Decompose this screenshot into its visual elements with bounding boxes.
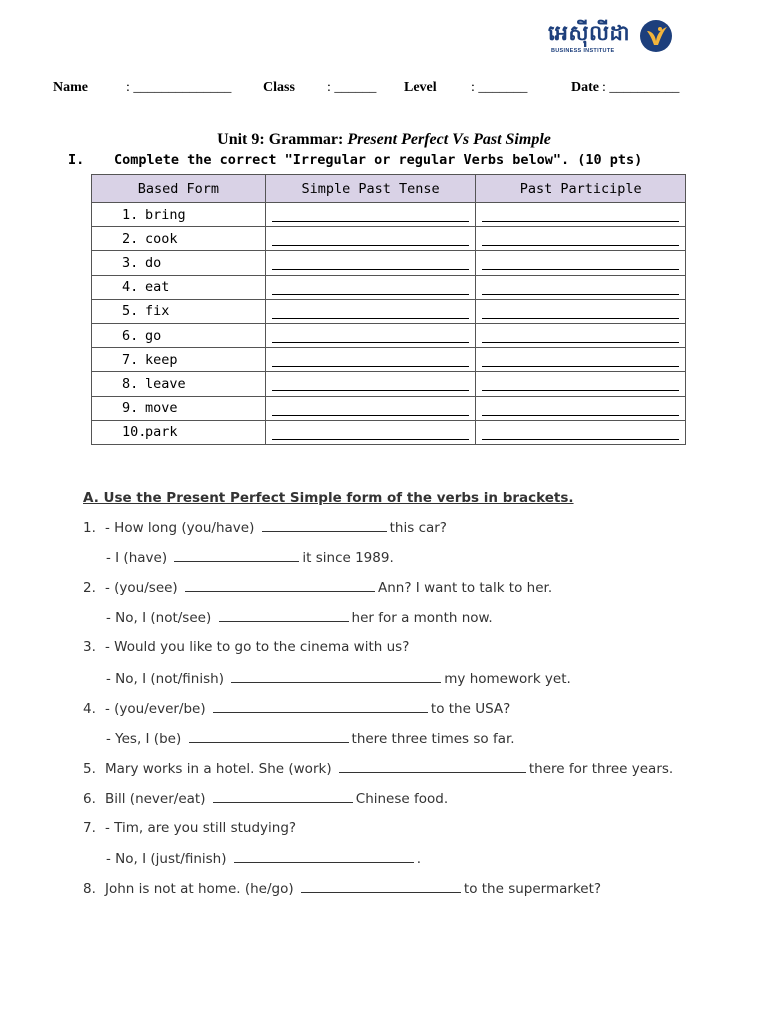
answer-blank[interactable] xyxy=(482,231,679,246)
exercise-line xyxy=(83,639,409,655)
table-row xyxy=(92,203,686,227)
logo-subtitle: BUSINESS INSTITUTE xyxy=(551,48,615,54)
name-blank[interactable]: : ______________ xyxy=(126,80,232,95)
prompt-ending: . xyxy=(416,851,422,867)
item-number: 7. xyxy=(83,820,96,836)
answer-blank[interactable] xyxy=(482,304,679,319)
table-row xyxy=(92,299,686,323)
base-verb: move xyxy=(145,400,178,417)
answer-blank[interactable] xyxy=(482,376,679,391)
row-number: 3. xyxy=(122,254,139,271)
column-header: Past Participle xyxy=(476,175,686,203)
prompt-ending: it since 1989. xyxy=(302,550,394,566)
section-a-heading: A. Use the Present Perfect Simple form of the verbs in brackets. xyxy=(83,490,574,506)
base-form-cell xyxy=(92,203,266,227)
item-number: 2. xyxy=(83,580,96,596)
simple-past-cell[interactable] xyxy=(265,275,476,299)
verb-table xyxy=(91,174,686,445)
base-form-cell xyxy=(92,299,266,323)
exercise-1-instruction: Complete the correct "Irregular or regular Verbs below". (10 pts) xyxy=(114,152,643,168)
past-participle-cell[interactable] xyxy=(476,203,686,227)
item-number: 4. xyxy=(83,701,96,717)
prompt-ending: Ann? I want to talk to her. xyxy=(378,580,553,596)
item-number: 3. xyxy=(83,639,96,655)
prompt-ending: to the USA? xyxy=(430,701,511,717)
past-participle-cell[interactable] xyxy=(476,275,686,299)
table-row xyxy=(92,348,686,372)
answer-blank[interactable] xyxy=(272,231,470,246)
simple-past-cell[interactable] xyxy=(265,420,476,444)
exercise-line xyxy=(83,880,601,897)
past-participle-cell[interactable] xyxy=(476,372,686,396)
base-form-cell xyxy=(92,396,266,420)
past-participle-cell[interactable] xyxy=(476,396,686,420)
base-form-cell xyxy=(92,251,266,275)
table-row xyxy=(92,323,686,347)
base-verb: eat xyxy=(145,279,170,296)
prompt-text: - Would you like to go to the cinema with us? xyxy=(105,639,410,655)
base-form-cell xyxy=(92,372,266,396)
exercise-line xyxy=(83,760,673,777)
exercise-line xyxy=(106,850,421,867)
base-form-cell xyxy=(92,227,266,251)
table-row xyxy=(92,251,686,275)
answer-blank[interactable] xyxy=(272,401,470,416)
level-label: Level xyxy=(404,80,437,95)
table-header-row xyxy=(92,175,686,203)
base-verb: keep xyxy=(145,351,178,368)
answer-blank[interactable] xyxy=(482,328,679,343)
table-row xyxy=(92,227,686,251)
answer-blank[interactable] xyxy=(272,255,470,270)
simple-past-cell[interactable] xyxy=(265,203,476,227)
column-header: Based Form xyxy=(92,175,266,203)
answer-blank[interactable] xyxy=(272,304,470,319)
logo-khmer-text: អេស៊ីលីដា xyxy=(548,21,630,45)
answer-blank[interactable] xyxy=(213,790,353,803)
answer-blank[interactable] xyxy=(272,352,470,367)
prompt-text: - No, I (not/finish) xyxy=(106,671,224,687)
answer-blank[interactable] xyxy=(482,280,679,295)
exercise-line xyxy=(106,730,515,747)
answer-blank[interactable] xyxy=(219,609,349,622)
item-number: 1. xyxy=(83,520,96,536)
prompt-ending: there three times so far. xyxy=(351,731,515,747)
prompt-text: - (you/see) xyxy=(105,580,178,596)
answer-blank[interactable] xyxy=(482,207,679,222)
prompt-text: John is not at home. (he/go) xyxy=(105,881,294,897)
past-participle-cell[interactable] xyxy=(476,227,686,251)
base-verb: park xyxy=(145,424,178,441)
exercise-line xyxy=(83,579,552,596)
date-blank[interactable]: : __________ xyxy=(602,80,680,95)
past-participle-cell[interactable] xyxy=(476,348,686,372)
exercise-1-heading xyxy=(68,152,642,168)
base-form-cell xyxy=(92,275,266,299)
title-topic: Present Perfect Vs Past Simple xyxy=(347,131,551,148)
row-number: 5. xyxy=(122,303,139,320)
exercise-line xyxy=(83,519,447,536)
prompt-text: - Yes, I (be) xyxy=(106,731,182,747)
item-number: 8. xyxy=(83,881,96,897)
row-number: 9. xyxy=(122,400,139,417)
prompt-text: - No, I (not/see) xyxy=(106,610,212,626)
past-participle-cell[interactable] xyxy=(476,299,686,323)
class-label: Class xyxy=(263,80,295,95)
answer-blank[interactable] xyxy=(482,401,679,416)
prompt-ending: there for three years. xyxy=(528,761,674,777)
name-label: Name xyxy=(53,80,88,95)
item-number: 6. xyxy=(83,791,96,807)
prompt-ending: this car? xyxy=(389,520,447,536)
answer-blank[interactable] xyxy=(213,700,428,713)
date-label: Date xyxy=(571,80,599,95)
prompt-ending: to the supermarket? xyxy=(463,881,602,897)
table-row xyxy=(92,396,686,420)
answer-blank[interactable] xyxy=(272,207,470,222)
exercise-line xyxy=(106,670,571,687)
answer-blank[interactable] xyxy=(272,280,470,295)
simple-past-cell[interactable] xyxy=(265,251,476,275)
item-number: 5. xyxy=(83,761,96,777)
column-header: Simple Past Tense xyxy=(265,175,476,203)
student-info-row xyxy=(0,80,768,100)
prompt-text: - I (have) xyxy=(106,550,168,566)
table-row xyxy=(92,420,686,444)
row-number: 2. xyxy=(122,230,139,247)
past-participle-cell[interactable] xyxy=(476,251,686,275)
base-form-cell xyxy=(92,348,266,372)
simple-past-cell[interactable] xyxy=(265,372,476,396)
prompt-ending: my homework yet. xyxy=(444,671,571,687)
base-verb: leave xyxy=(145,375,186,392)
table-row xyxy=(92,372,686,396)
row-number: 1. xyxy=(122,206,139,223)
answer-blank[interactable] xyxy=(272,328,470,343)
simple-past-cell[interactable] xyxy=(265,348,476,372)
simple-past-cell[interactable] xyxy=(265,299,476,323)
row-number: 6. xyxy=(122,327,139,344)
row-number: 7. xyxy=(122,351,139,368)
row-number: 4. xyxy=(122,279,139,296)
answer-blank[interactable] xyxy=(174,549,299,562)
answer-blank[interactable] xyxy=(482,255,679,270)
prompt-ending: Chinese food. xyxy=(355,791,449,807)
answer-blank[interactable] xyxy=(234,850,414,863)
prompt-text: - (you/ever/be) xyxy=(105,701,206,717)
prompt-text: Mary works in a hotel. She (work) xyxy=(105,761,332,777)
answer-blank[interactable] xyxy=(482,425,679,440)
bird-emblem-icon xyxy=(639,19,673,53)
simple-past-cell[interactable] xyxy=(265,396,476,420)
exercise-line xyxy=(83,790,448,807)
simple-past-cell[interactable] xyxy=(265,227,476,251)
prompt-text: - No, I (just/finish) xyxy=(106,851,227,867)
table-row xyxy=(92,275,686,299)
exercise-line xyxy=(106,609,493,626)
answer-blank[interactable] xyxy=(262,519,387,532)
title-prefix: Unit 9: Grammar: xyxy=(217,131,348,148)
answer-blank[interactable] xyxy=(339,760,526,773)
answer-blank[interactable] xyxy=(482,352,679,367)
prompt-text: Bill (never/eat) xyxy=(105,791,206,807)
exercise-1-numeral: I. xyxy=(68,152,85,168)
base-verb: fix xyxy=(145,303,170,320)
answer-blank[interactable] xyxy=(272,376,470,391)
answer-blank[interactable] xyxy=(301,880,461,893)
exercise-line xyxy=(106,549,394,566)
answer-blank[interactable] xyxy=(231,670,441,683)
class-blank[interactable]: : ______ xyxy=(327,80,377,95)
past-participle-cell[interactable] xyxy=(476,323,686,347)
prompt-text: - How long (you/have) xyxy=(105,520,255,536)
answer-blank[interactable] xyxy=(272,425,470,440)
exercise-line xyxy=(83,820,296,836)
answer-blank[interactable] xyxy=(189,730,349,743)
page-title xyxy=(0,131,768,149)
base-verb: cook xyxy=(145,230,178,247)
prompt-ending: her for a month now. xyxy=(351,610,493,626)
base-form-cell xyxy=(92,323,266,347)
institute-logo xyxy=(548,19,674,57)
exercise-line xyxy=(83,700,510,717)
level-blank[interactable]: : _______ xyxy=(471,80,528,95)
row-number: 10. xyxy=(122,424,147,441)
answer-blank[interactable] xyxy=(185,579,375,592)
prompt-text: - Tim, are you still studying? xyxy=(105,820,297,836)
base-form-cell xyxy=(92,420,266,444)
simple-past-cell[interactable] xyxy=(265,323,476,347)
row-number: 8. xyxy=(122,375,139,392)
base-verb: bring xyxy=(145,206,186,223)
past-participle-cell[interactable] xyxy=(476,420,686,444)
base-verb: go xyxy=(145,327,162,344)
base-verb: do xyxy=(145,254,162,271)
